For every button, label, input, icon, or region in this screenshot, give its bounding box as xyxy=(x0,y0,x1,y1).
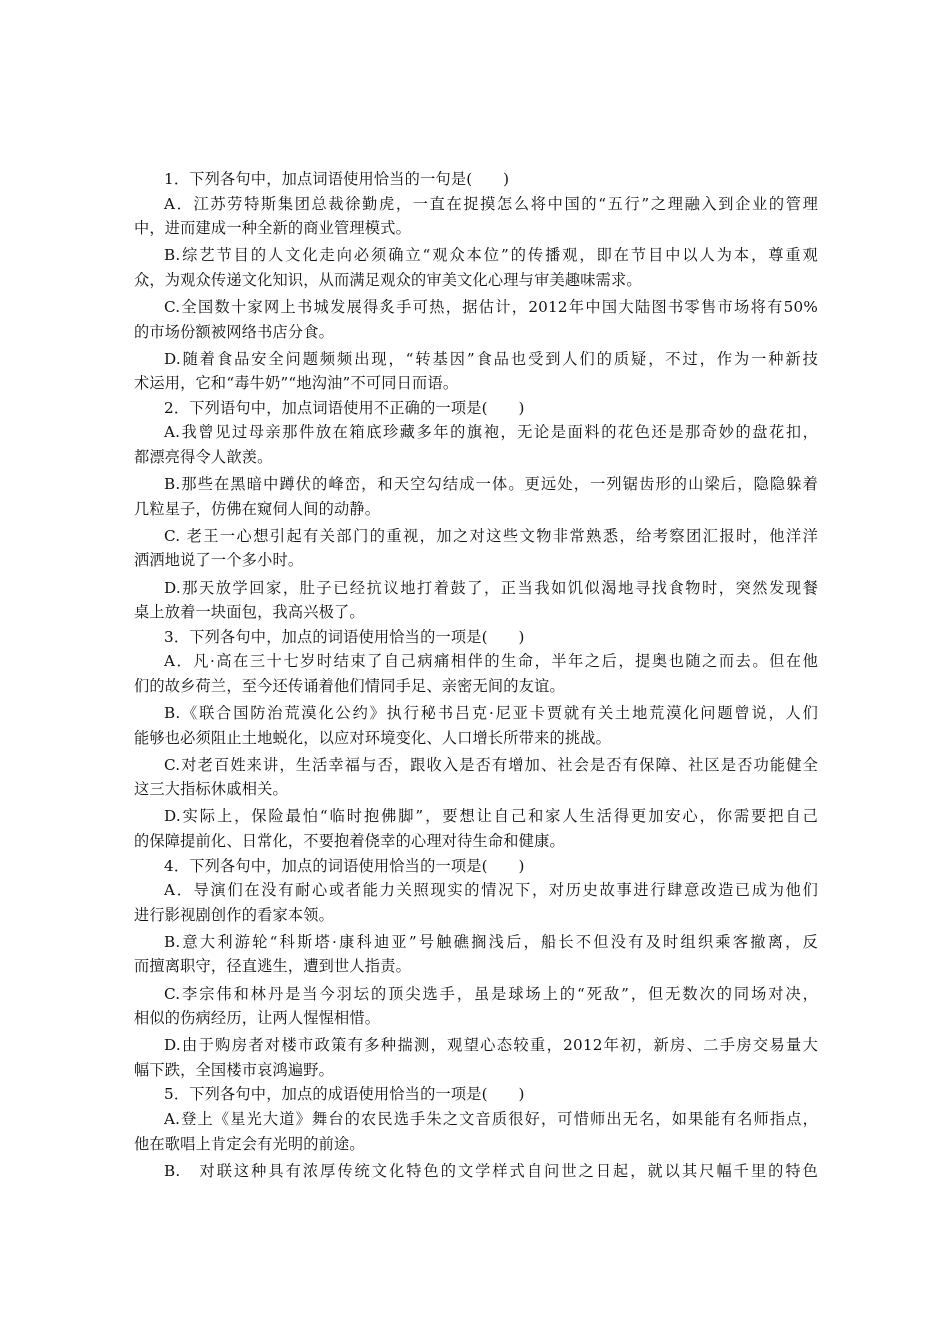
text-line: C.全国数十家网上书城发展得炙手可热，据估计，2012年中国大陆图书零售市场将有50% xyxy=(164,297,818,316)
text-line: 1．下列各句中，加点词语使用恰当的一句是( ) xyxy=(164,170,510,188)
text-line: A.登上《星光大道》舞台的农民选手朱之文音质很好，可惜师出无名，如果能有名师指点， xyxy=(164,1109,818,1128)
text-line: 5．下列各句中，加点的成语使用恰当的一项是( ) xyxy=(164,1085,525,1104)
text-line: 能够也必须阻止土地蜕化，以应对环境变化、人口增长所带来的挑战。 xyxy=(134,728,612,747)
text-line: A．凡·高在三十七岁时结束了自己病痛相伴的生命，半年之后，提奥也随之而去。但在他 xyxy=(164,652,818,671)
text-line: D.实际上，保险最怕“临时抱佛脚”，要想让自己和家人生活得更加安心，你需要把自己 xyxy=(164,807,818,826)
text-line: 洒洒地说了一个多小时。 xyxy=(134,551,304,570)
text-line: 进行影视剧创作的看家本领。 xyxy=(134,905,335,924)
text-line: D.随着食品安全问题频频出现，“转基因”食品也受到人们的质疑，不过，作为一种新技 xyxy=(164,349,818,368)
text-line: 的市场份额被网络书店分食。 xyxy=(134,322,335,341)
text-line: 而擅离职守，径直逃生，遭到世人指责。 xyxy=(134,957,411,976)
text-line: 他在歌唱上肯定会有光明的前途。 xyxy=(134,1134,365,1153)
text-line: 们的故乡荷兰，至今还传诵着他们情同手足、亲密无间的友谊。 xyxy=(134,676,565,695)
text-line: 都漂亮得令人歆羡。 xyxy=(134,448,273,467)
text-line: 术运用，它和“毒牛奶”“地沟油”不可同日而语。 xyxy=(134,374,459,393)
text-line: B. 对联这种具有浓厚传统文化特色的文学样式自问世之日起，就以其尺幅千里的特色 xyxy=(164,1161,818,1180)
text-line: 众，为观众传递文化知识，从而满足观众的审美文化心理与审美趣味需求。 xyxy=(134,270,642,289)
text-line: C.对老百姓来讲，生活幸福与否，跟收入是否有增加、社会是否有保障、社区是否功能健全 xyxy=(164,755,818,774)
text-line: B.综艺节目的人文化走向必须确立“观众本位”的传播观，即在节目中以人为本，尊重观 xyxy=(164,246,818,265)
text-line: A.我曾见过母亲那件放在箱底珍藏多年的旗袍，无论是面料的花色还是那奇妙的盘花扣， xyxy=(164,423,818,442)
document-page xyxy=(134,167,818,1183)
text-line: C. 老王一心想引起有关部门的重视，加之对这些文物非常熟悉，给考察团汇报时，他洋洋 xyxy=(164,526,818,545)
text-line: B.那些在黑暗中蹲伏的峰峦，和天空勾结成一体。更远处，一列锯齿形的山梁后，隐隐躲着 xyxy=(164,475,818,494)
text-line: 4．下列各句中，加点的词语使用恰当的一项是( ) xyxy=(164,856,525,875)
text-line: A．江苏劳特斯集团总裁徐勤虎，一直在捉摸怎么将中国的“五行”之理融入到企业的管理 xyxy=(164,194,818,213)
text-line: A．导演们在没有耐心或者能力关照现实的情况下，对历史故事进行肆意改造已成为他们 xyxy=(164,881,818,900)
text-line: C.李宗伟和林丹是当今羽坛的顶尖选手，虽是球场上的“死敌”，但无数次的同场对决， xyxy=(164,984,818,1003)
text-line: 3．下列各句中，加点的词语使用恰当的一项是( ) xyxy=(164,627,525,646)
text-line: D.那天放学回家，肚子已经抗议地打着鼓了，正当我如饥似渴地寻找食物时，突然发现餐 xyxy=(164,578,818,597)
text-line: 相似的伤病经历，让两人惺惺相惜。 xyxy=(134,1009,381,1028)
text-line: 中，进而建成一种全新的商业管理模式。 xyxy=(134,219,411,238)
text-line: B.意大利游轮“科斯塔·康科迪亚”号触礁搁浅后，船长不但没有及时组织乘客撤离，反 xyxy=(164,932,818,951)
text-line: D.由于购房者对楼市政策有多种揣测，观望心态较重，2012年初，新房、二手房交易量大 xyxy=(164,1036,818,1055)
text-line: 桌上放着一块面包，我高兴极了。 xyxy=(134,603,365,622)
text-line: 2．下列语句中，加点词语使用不正确的一项是( ) xyxy=(164,398,525,417)
text-line: B.《联合国防治荒漠化公约》执行秘书吕克·尼亚卡贾就有关土地荒漠化问题曾说，人们 xyxy=(164,703,818,722)
text-line: 这三大指标休戚相关。 xyxy=(134,780,288,799)
text-line: 幅下跌，全国楼市哀鸿遍野。 xyxy=(134,1060,335,1079)
text-line: 的保障提前化、日常化，不要抱着侥幸的心理对待生命和健康。 xyxy=(134,831,565,850)
text-line: 几粒星子，仿佛在窥伺人间的动静。 xyxy=(134,499,381,518)
